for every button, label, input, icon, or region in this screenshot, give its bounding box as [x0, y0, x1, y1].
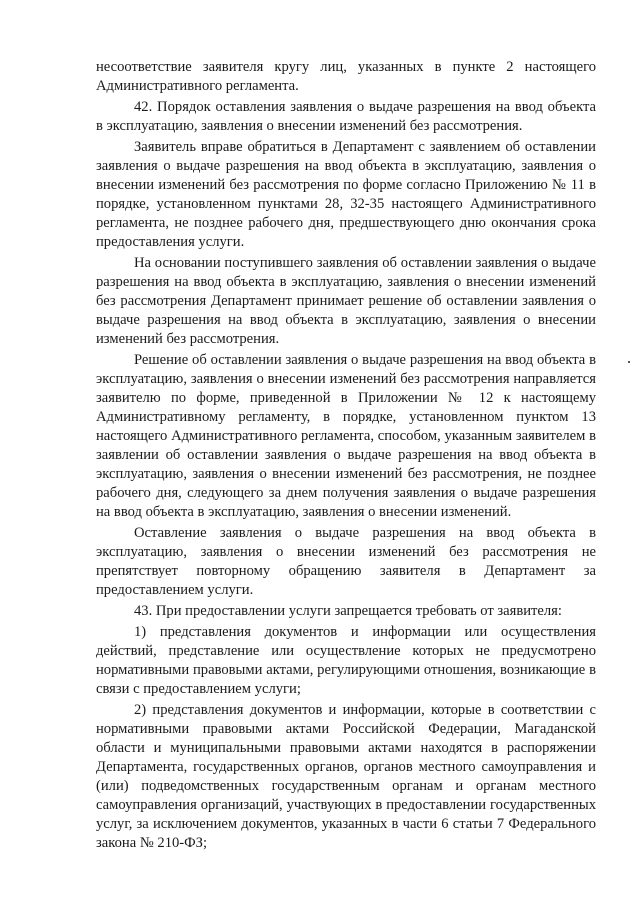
paragraph-decision-sending: Решение об оставлении заявления о выдаче разрешения на ввод объекта в эксплуатацию, заявления о внесении изменений без рассмотрения направляется заявителю по форме, приведенной в Приложении № 12 к настоящему Административному регламенту, в порядке, установленном пунктом 13 настоящего Административного регламента, способом, указанным заявителем в заявлении об оставлении заявления о выдаче разрешения на ввод объекта в эксплуатацию, заявления о внесении изменений без рассмотрения, не позднее рабочего дня, следующего за днем получения заявления о выдаче разрешения на ввод объекта в эксплуатацию, заявления о внесении изменений.: [96, 352, 596, 520]
paragraph-item-43-heading: 43. При предоставлении услуги запрещается требовать от заявителя:: [134, 603, 562, 619]
paragraph-item-42-heading: 42. Порядок оставления заявления о выдаче разрешения на ввод объекта в эксплуатацию, заявления о внесении изменений без рассмотрения.: [96, 99, 596, 134]
scan-speck: [628, 361, 630, 363]
document-body: [96, 58, 596, 853]
paragraph-applicant-right: Заявитель вправе обратиться в Департамент с заявлением об оставлении заявления о выдаче разрешения на ввод объекта в эксплуатацию, заявления о внесении изменений без рассмотрения по форме согласно Приложению № 11 в порядке, установленном пунктами 28, 32-35 настоящего Административного регламента, не позднее рабочего дня, предшествующего дню окончания срока предоставления услуги.: [96, 139, 596, 250]
paragraph-list-item-2: 2) представления документов и информации, которые в соответствии с нормативными правовыми актами Российской Федерации, Магаданской области и муниципальными правовыми актами находятся в распоряжении Департамента, государственных органов, органов местного самоуправления и (или) подведомственных государственным органам и органам местного самоуправления организаций, участвующих в предоставлении государственных услуг, за исключением документов, указанных в части 6 статьи 7 Федерального закона № 210-ФЗ;: [96, 702, 596, 851]
paragraph-repeat-request: Оставление заявления о выдаче разрешения на ввод объекта в эксплуатацию, заявления о внесении изменений без рассмотрения не препятствует повторному обращению заявителя в Департамент за предоставлением услуги.: [96, 525, 596, 598]
paragraph-list-item-1: 1) представления документов и информации или осуществления действий, представление или осуществление которых не предусмотрено нормативными правовыми актами, регулирующими отношения, возникающие в связи с предоставлением услуги;: [96, 624, 596, 697]
paragraph-continuation: несоответствие заявителя кругу лиц, указанных в пункте 2 настоящего Административного регламента.: [96, 59, 596, 94]
paragraph-department-decision: На основании поступившего заявления об оставлении заявления о выдаче разрешения на ввод объекта в эксплуатацию, заявления о внесении изменений без рассмотрения Департамент принимает решение об оставлении заявления о выдаче разрешения на ввод объекта в эксплуатацию, заявления о внесении изменений без рассмотрения.: [96, 255, 596, 347]
